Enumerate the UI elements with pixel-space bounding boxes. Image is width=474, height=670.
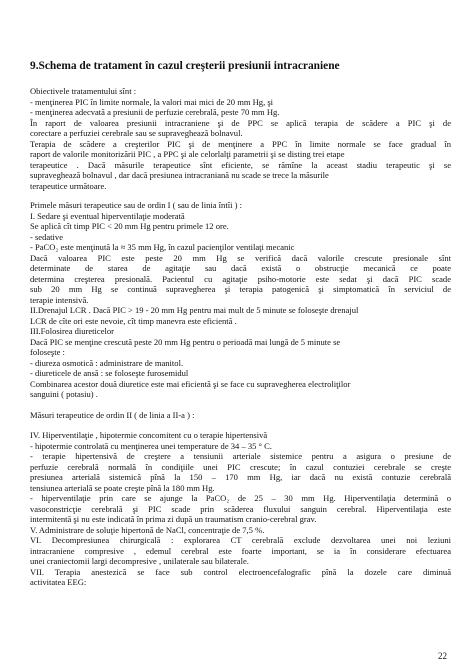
text-line: corectare a perfuziei cerebrale sau se supraveghează bolnavul. [30,128,243,138]
paragraph-first-line-measures [30,200,451,400]
text-line: Primele măsuri terapeutice sau de ordin I ( sau de linia întîi ) : [30,200,242,210]
text-line: determinate de starea de agitaţie sau dacă există o obstrucţie mecanică ce poate [30,263,451,273]
text-line: - menţinerea adecvată a presiunii de perfuzie cerebrală, peste 70 mm Hg. [30,107,280,117]
text-line: - sedative [30,231,63,242]
text-line: raport de valorile monitorizării PIC , a PPC şi ale celorlalţi parametrii şi se disting trei etape [30,149,345,159]
text-line: - terapie hipertensivă de creştere a tensiunii arteriale sistemice pentru a asigura o presiune de [30,451,451,461]
paragraph-spacer [30,191,451,200]
text-line: - hipotermie controlată cu menţinerea unei temperature de 34 – 35 ° C. [30,440,272,451]
text-line: În raport de valoarea presiunii intracraniene şi de PPC se aplică terapia de scădere a PIC şi de [30,117,451,128]
text-line: presiunea arterială sistemică pînă la 150 – 170 mm Hg, iar dacă nu există contuzie cerebrală [30,472,451,482]
text-line: perfuzie cerebrală normală în condiţiile unei PIC crescute; în cazul contuziei cerebrale se creşte [30,461,451,472]
paragraph-spacer [30,420,451,430]
text-line: VI. Decompresiunea chirurgicală : explorarea CT cerebrală exclude dezvoltarea unei noi leziuni [30,535,451,545]
text-line: III.Folosirea diureticelor [30,326,115,336]
text-line: LCR de cîte ori este nevoie, cît timp manevra este eficientă . [30,315,237,326]
paragraph-spacer [30,400,451,410]
text-line: IV. Hiperventilaţie , hipotermie concomitent cu o terapie hipertensivă [30,430,268,440]
text-line: sanguini ( potasiu) . [30,389,98,399]
text-line: Se aplică cît timp PIC < 20 mm Hg pentru primele 12 ore. [30,221,229,231]
text-line: - diureticele de ansă : se foloseşte furosemidul [30,368,189,378]
text-line: Combinarea acestor două diuretice este mai eficientă şi se face cu supravegherea electroliţilor [30,378,351,389]
text-line: Terapia de scădere a creşterilor PIC şi de menţinere a PPC în limite normale se face gradual în [30,138,451,149]
text-line: sub 20 mm Hg se continuă supravegherea şi terapia patogenică şi simptomatică în serviciul de [30,284,451,294]
text-line: - diureza osmotică : administrare de manitol. [30,357,184,368]
text-line: determina creşterea presională. Pacientul cu agitaţie psiho-motorie este sedat şi dacă PIC scade [30,273,451,284]
text-line: terapie intensivă. [30,294,89,305]
text-line: terapeutice . Dacă măsurile terapeutice sînt eficiente, se rămîne la aceast stadiu terapeutic şi se [30,159,451,170]
text-line: Dacă valoarea PIC este peste 20 mm Hg se verifică dacă valorile crescute presionale sînt [30,252,451,263]
text-line: activitatea EEG: [30,577,87,587]
paragraph-second-line-measures [30,430,451,588]
text-line: foloseşte : [30,347,65,357]
text-line: tensiunea arterială se poate creşte pînă la 180 mm Hg. [30,482,215,493]
text-line: VII. Terapia anestezică se face sub control electroencefalografic pînă la dozele care diminuă [30,566,451,577]
text-line: - hiperventilaţie prin care se ajunge la PaCO₂ de 25 – 30 mm Hg. Hiperventilaţia determină o [30,493,451,503]
paragraph-objectives [30,86,451,191]
text-line: I. Sedare şi eventual hiperventilaţie moderată [30,210,185,221]
text-line: - menţinerea PIC în limite normale, la valori mai mici de 20 mm Hg, şi [30,96,274,107]
paragraph-second-line-heading [30,410,451,421]
text-line: Dacă PIC se menţine crescută peste 20 mm Hg pentru o perioadă mai lungă de 5 minute se [30,336,341,347]
page-number: 22 [438,651,447,661]
text-line: supraveghează bolnavul , dar dacă presiunea intracraniană nu scade se trece la măsurile [30,170,329,180]
text-line: II.Drenajul LCR . Dacă PIC > 19 - 20 mm Hg pentru mai mult de 5 minute se foloseşte drenajul [30,305,359,315]
body-text [30,86,451,588]
text-line: intracraniene compresive , edemul cerebral este foarte important, se ia în considerare efectuarea [30,545,451,556]
section-title: 9.Schema de tratament în cazul creşterii presiunii intracraniene [30,60,340,72]
text-line: unei craniectomii largi decompresive , unilaterale sau bilaterale. [30,556,249,566]
text-line: intermitentă şi nu este indicată în prima zi după un traumatism cranio-cerebral grav. [30,514,317,524]
text-line: terapeutice următoare. [30,180,107,191]
text-line: Obiectivele tratamentului sînt : [30,86,137,96]
text-line: V. Administrare de soluţie hipertonă de NaCl, concentraţie de 7,5 %. [30,524,265,535]
text-line: vasoconstricţie cerebrală şi PIC scade prin scăderea fluxului sanguin cerebral. Hiperventilaţia este [30,503,451,514]
text-line: - PaCO₂ este menţinută la ≈ 35 mm Hg, în cazul pacienţilor ventilaţi mecanic [30,242,295,252]
text-line: Măsuri terapeutice de ordin II ( de linia a II-a ) : [30,409,195,420]
